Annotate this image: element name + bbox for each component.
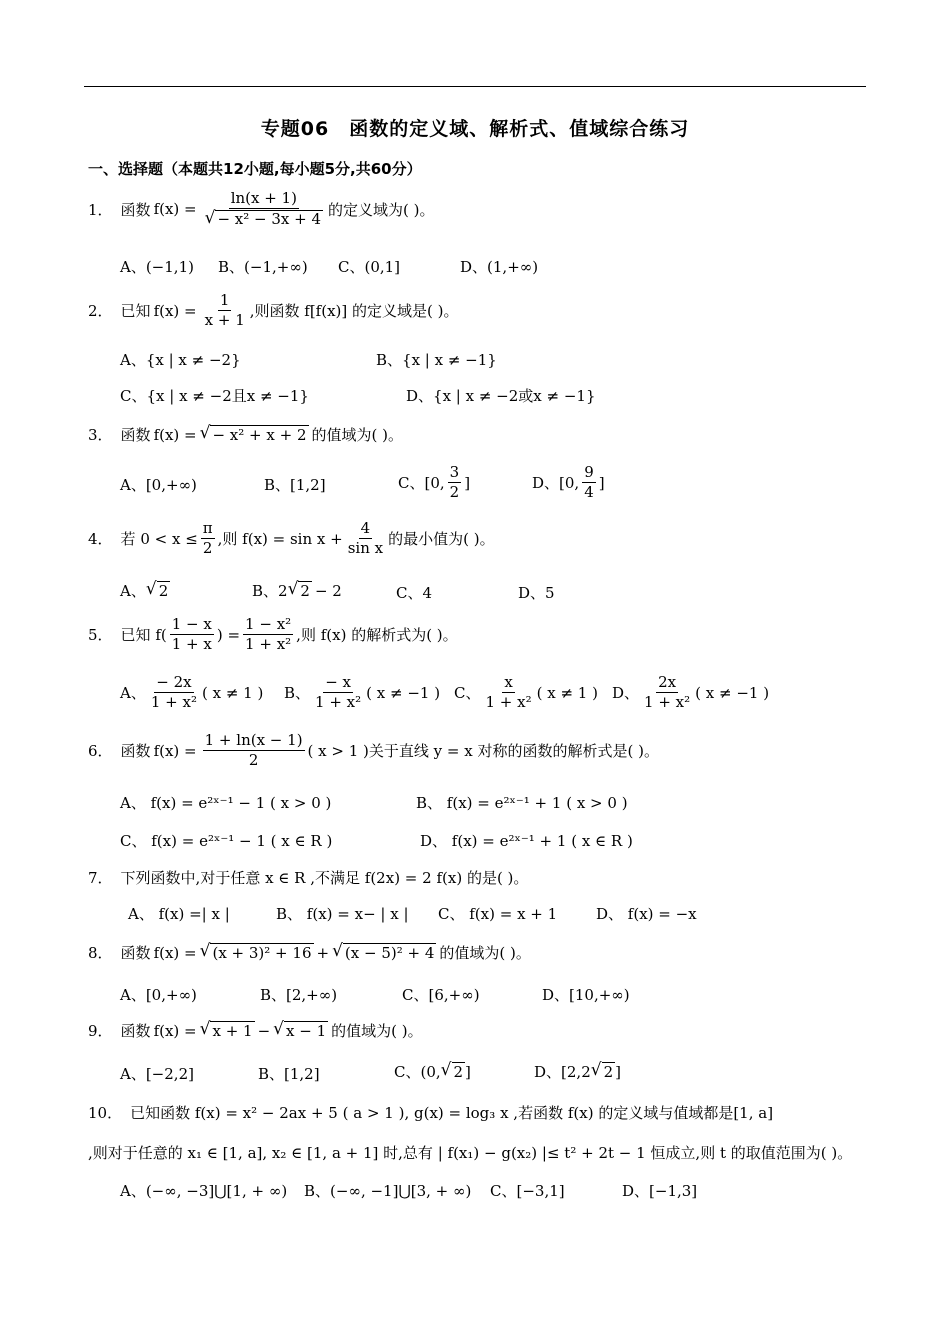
square-root	[332, 943, 436, 962]
option-label: B、	[284, 684, 311, 703]
option-suffix: − 2	[314, 581, 342, 600]
question-prefix: 函数	[120, 944, 151, 962]
radical-sign: √	[332, 941, 343, 961]
denominator: 2	[202, 539, 213, 558]
question-suffix: 的值域为( )。	[311, 426, 403, 444]
option-c: C、(0,1]	[338, 258, 401, 276]
radicand: − x² + x + 2	[212, 426, 307, 444]
option-a: A、(−1,1)	[120, 258, 194, 276]
fraction	[448, 464, 462, 502]
option-c: C、[6,+∞)	[402, 986, 480, 1004]
option-a	[120, 580, 170, 601]
option-b: B、{x | x ≠ −1}	[376, 351, 497, 369]
question-middle: ,则 f(x) = sin x +	[217, 530, 343, 549]
fraction	[149, 674, 199, 712]
function-lhs: f(x) =	[153, 943, 197, 962]
option-label: D、	[612, 684, 640, 703]
question-suffix: ( x > 1 )关于直线 y = x 对称的函数的解析式是( )。	[307, 742, 659, 761]
option-c: C、{x | x ≠ −2且x ≠ −1}	[120, 387, 309, 405]
denominator: 1 + x²	[485, 693, 532, 712]
radicand: (x + 3)² + 16	[212, 944, 312, 962]
question-number: 4．	[88, 530, 113, 549]
question-prefix: 已知 f(	[120, 626, 167, 645]
question-text-line-2: ,则对于任意的 x₁ ∈ [1, a], x₂ ∈ [1, a + 1] 时,总有 | f(x₁) − g(x₂) |≤ t² + 2t − 1 恒成立,则 t 的取值范围为( )。	[88, 1144, 853, 1162]
option-condition: ( x ≠ 1 )	[201, 683, 264, 702]
option-label: D、[2,2	[534, 1063, 591, 1081]
denominator: 1 + x²	[644, 693, 691, 712]
minus-sign: −	[257, 1021, 271, 1040]
option-d: D、[−1,3]	[622, 1182, 698, 1200]
option-a: A、(−∞, −3]⋃[1, + ∞)	[120, 1182, 288, 1200]
option-b: B、[1,2]	[264, 476, 326, 494]
section-heading: 一、选择题（本题共12小题,每小题5分,共60分）	[88, 160, 422, 178]
question-text-line-1: 已知函数 f(x) = x² − 2ax + 5 ( a > 1 ), g(x) = log₃ x ,若函数 f(x) 的定义域与值域都是[1, a]	[130, 1104, 774, 1122]
question-number: 1．	[88, 200, 113, 219]
question-8	[88, 942, 534, 963]
fraction	[243, 616, 293, 654]
option-c: C、[−3,1]	[490, 1182, 565, 1200]
option-suffix: ]	[465, 1062, 471, 1081]
question-number: 6．	[88, 742, 113, 761]
option-c: C、4	[396, 584, 433, 602]
fraction	[203, 190, 325, 229]
option-a: A、[0,+∞)	[120, 476, 197, 494]
option-d	[532, 464, 605, 502]
question-suffix: 的值域为( )。	[439, 944, 531, 962]
question-suffix: ,则函数 f[f(x)] 的定义域是( )。	[249, 302, 459, 321]
option-label: C、(0,	[394, 1063, 441, 1081]
question-10	[88, 1102, 773, 1123]
numerator: 1	[218, 292, 232, 311]
square-root	[441, 1062, 465, 1081]
denominator: 1 + x²	[315, 693, 362, 712]
question-3	[88, 424, 406, 445]
denominator: 1 + x	[171, 635, 212, 654]
question-5	[88, 616, 458, 654]
option-a: A、{x | x ≠ −2}	[120, 351, 241, 369]
option-suffix: ]	[464, 473, 471, 492]
question-suffix: ,则 f(x) 的解析式为( )。	[296, 626, 458, 645]
option-d: D、[10,+∞)	[542, 986, 630, 1004]
function-lhs: f(x) =	[153, 425, 197, 444]
question-number: 8．	[88, 944, 113, 962]
numerator: 1 + ln(x − 1)	[203, 732, 305, 751]
numerator: 1 − x	[170, 616, 214, 635]
numerator: − x	[323, 674, 353, 693]
option-b: B、 f(x) = x− | x |	[276, 905, 409, 923]
option-label: A、	[120, 684, 146, 703]
option-d: D、 f(x) = e²ˣ⁻¹ + 1 ( x ∈ R )	[420, 832, 633, 850]
radical-sign: √	[204, 208, 216, 229]
option-b: B、[1,2]	[258, 1065, 320, 1083]
option-c	[454, 674, 598, 712]
option-d: D、5	[518, 584, 555, 602]
option-a: A、 f(x) = e²ˣ⁻¹ − 1 ( x > 0 )	[120, 794, 332, 812]
question-prefix: 函数	[120, 742, 151, 761]
radicand: − x² − 3x + 4	[217, 210, 322, 229]
radical-sign: √	[287, 579, 299, 599]
fraction	[313, 674, 363, 712]
square-root	[288, 581, 312, 600]
option-d: D、{x | x ≠ −2或x ≠ −1}	[406, 387, 596, 405]
function-lhs: f(x) =	[153, 200, 197, 219]
numerator: ln(x + 1)	[229, 190, 299, 209]
numerator: π	[201, 520, 215, 539]
numerator: 1 − x²	[243, 616, 293, 635]
option-label: C、[0,	[398, 474, 445, 493]
question-number: 10．	[88, 1104, 123, 1122]
option-label: B、2	[252, 582, 288, 600]
plus-sign: +	[316, 943, 330, 962]
option-a: A、 f(x) =| x |	[128, 905, 230, 923]
question-text: 下列函数中,对于任意 x ∈ R ,不满足 f(2x) = 2 f(x) 的是( )。	[120, 869, 529, 887]
option-d: D、 f(x) = −x	[596, 905, 697, 923]
fraction	[203, 732, 305, 770]
question-prefix: 已知	[120, 302, 151, 321]
radical-sign: √	[145, 579, 157, 599]
option-condition: ( x ≠ 1 )	[536, 683, 598, 702]
denominator: 4	[584, 483, 594, 502]
radical-sign: √	[199, 423, 211, 443]
radicand: 2	[453, 1063, 464, 1081]
option-condition: ( x ≠ −1 )	[366, 683, 441, 702]
radicand: 2	[158, 582, 169, 600]
radicand: 2	[300, 582, 310, 600]
question-1	[88, 190, 435, 229]
square-root	[200, 425, 309, 444]
question-prefix: 函数	[120, 426, 151, 444]
function-lhs: f(x) =	[153, 741, 197, 760]
option-c	[394, 1061, 471, 1082]
option-suffix: ]	[615, 1062, 621, 1081]
denominator: 1 + x²	[150, 693, 197, 712]
numerator: x	[502, 674, 514, 693]
fraction	[346, 520, 385, 558]
radicand: x + 1	[212, 1022, 253, 1040]
numerator: 2x	[656, 674, 678, 693]
radicand: x − 1	[286, 1022, 327, 1040]
fraction	[483, 674, 533, 712]
option-b	[252, 580, 345, 601]
question-number: 5．	[88, 626, 113, 645]
question-prefix: 函数	[120, 200, 151, 219]
question-4	[88, 520, 495, 558]
question-suffix: 的定义域为( )。	[328, 200, 435, 219]
option-d	[534, 1061, 621, 1082]
denominator	[203, 209, 325, 228]
numerator: − 2x	[154, 674, 193, 693]
radical-sign: √	[199, 941, 211, 961]
radical-sign: √	[590, 1060, 602, 1080]
option-b: B、[2,+∞)	[260, 986, 338, 1004]
square-root	[200, 1021, 255, 1040]
option-a: A、[−2,2]	[120, 1065, 194, 1083]
numerator: 9	[582, 464, 596, 483]
numerator: 4	[359, 520, 373, 539]
option-condition: ( x ≠ −1 )	[695, 683, 770, 702]
denominator: sin x	[347, 539, 384, 558]
question-suffix: 的最小值为( )。	[388, 530, 495, 549]
square-root	[200, 943, 314, 962]
option-c: C、 f(x) = e²ˣ⁻¹ − 1 ( x ∈ R )	[120, 832, 333, 850]
option-a: A、[0,+∞)	[120, 986, 197, 1004]
question-10-continued	[88, 1142, 852, 1163]
question-2	[88, 292, 458, 330]
fraction	[642, 674, 692, 712]
radicand: 2	[603, 1063, 614, 1081]
question-prefix: 若 0 < x ≤	[120, 530, 198, 549]
denominator: 2	[248, 751, 259, 770]
question-suffix: 的值域为( )。	[331, 1022, 423, 1040]
question-number: 3．	[88, 426, 113, 444]
header-rule	[84, 86, 866, 87]
square-root	[146, 581, 170, 600]
fraction	[201, 520, 215, 558]
function-lhs: f(x) =	[153, 301, 197, 320]
option-d	[612, 674, 769, 712]
option-label: C、	[454, 684, 481, 703]
radical-sign: √	[440, 1060, 452, 1080]
denominator: x + 1	[204, 311, 245, 330]
question-number: 2．	[88, 302, 113, 321]
page-title: 专题06 函数的定义域、解析式、值域综合练习	[260, 118, 690, 140]
square-root	[205, 210, 323, 228]
option-label: A、	[120, 582, 146, 600]
option-b: B、 f(x) = e²ˣ⁻¹ + 1 ( x > 0 )	[416, 794, 628, 812]
option-a	[120, 674, 263, 712]
question-9	[88, 1020, 426, 1041]
fraction	[582, 464, 596, 502]
function-lhs: f(x) =	[153, 1021, 197, 1040]
question-number: 7．	[88, 869, 113, 887]
option-b: B、(−1,+∞)	[218, 258, 308, 276]
denominator: 1 + x²	[245, 635, 292, 654]
square-root	[591, 1062, 615, 1081]
option-b: B、(−∞, −1]⋃[3, + ∞)	[304, 1182, 472, 1200]
question-6	[88, 732, 659, 770]
question-middle: ) =	[216, 625, 241, 644]
question-7	[88, 867, 528, 888]
question-number: 9．	[88, 1022, 113, 1040]
fraction	[203, 292, 247, 330]
question-prefix: 函数	[120, 1022, 151, 1040]
radicand: (x − 5)² + 4	[344, 944, 435, 962]
option-c	[398, 464, 470, 502]
option-label: D、[0,	[532, 474, 580, 493]
denominator: 2	[449, 483, 460, 502]
radical-sign: √	[199, 1019, 211, 1039]
radical-sign: √	[273, 1019, 284, 1039]
option-suffix: ]	[598, 473, 605, 492]
option-d: D、(1,+∞)	[460, 258, 539, 276]
fraction	[170, 616, 214, 654]
numerator: 3	[448, 464, 462, 483]
square-root	[273, 1021, 328, 1040]
option-b	[284, 674, 440, 712]
option-c: C、 f(x) = x + 1	[438, 905, 558, 923]
